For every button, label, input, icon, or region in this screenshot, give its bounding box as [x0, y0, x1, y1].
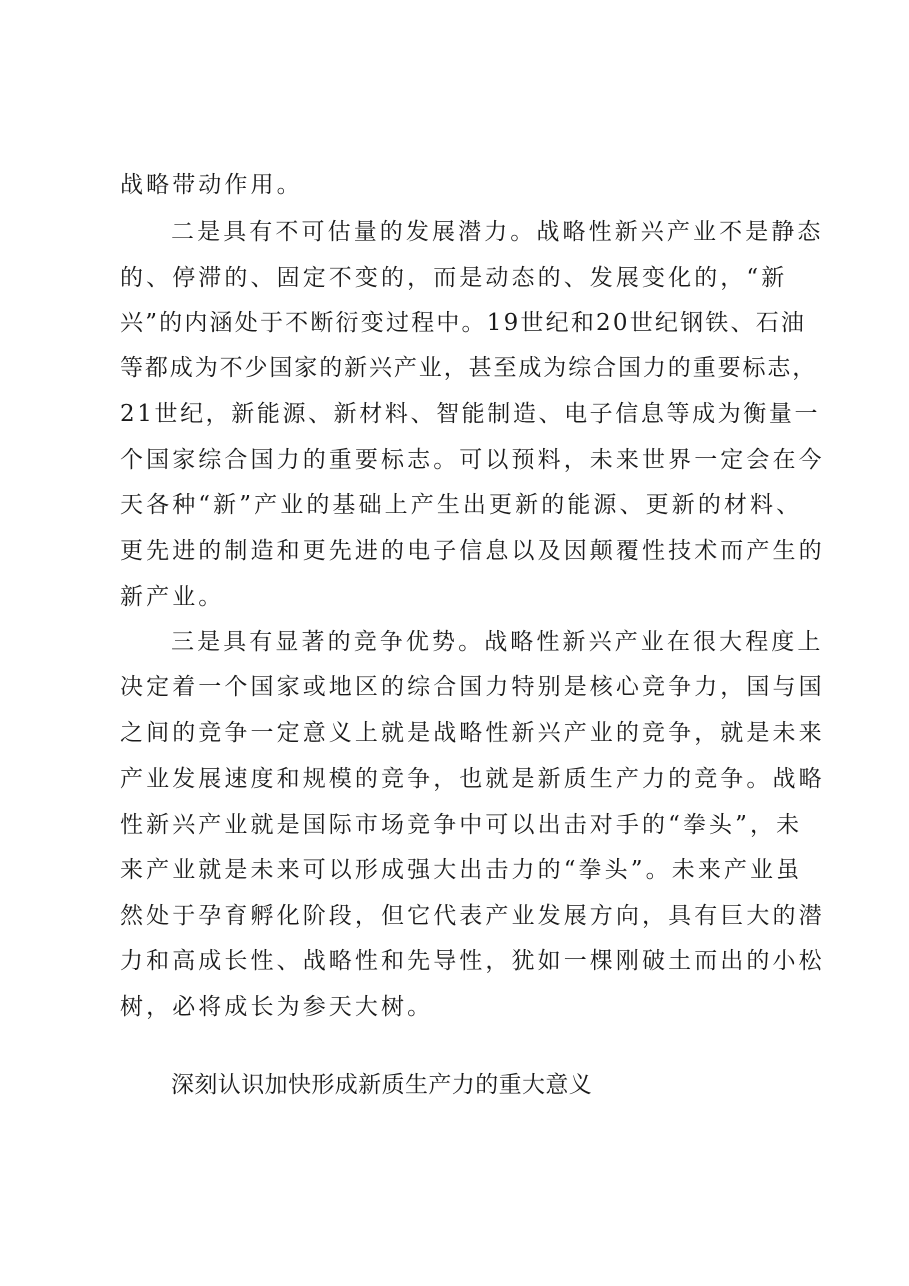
paragraph-line: 战略带动作用。: [120, 172, 303, 198]
paragraph-line: 新产业。: [120, 584, 225, 610]
paragraph-line: 树，必将成长为参天大树。: [120, 994, 434, 1020]
section-heading: 深刻认识加快形成新质生产力的重大意义: [171, 1072, 593, 1098]
paragraph-line: 天各种“新”产业的基础上产生出更新的能源、更新的材料、: [120, 492, 803, 518]
paragraph-line: 更先进的制造和更先进的电子信息以及因颠覆性技术而产生的: [120, 538, 825, 564]
paragraph-line: 个国家综合国力的重要标志。可以预料，未来世界一定会在今: [120, 447, 825, 473]
paragraph-line: 性新兴产业就是国际市场竞争中可以出击对手的“拳头”，未: [120, 812, 803, 838]
paragraph-line: 力和高成长性、战略性和先导性，犹如一棵刚破土而出的小松: [120, 948, 825, 974]
paragraph-line: 的、停滞的、固定不变的，而是动态的、发展变化的，“新: [120, 265, 788, 291]
paragraph-line: 之间的竞争一定意义上就是战略性新兴产业的竞争，就是未来: [120, 720, 825, 746]
paragraph-line: 产业发展速度和规模的竞争，也就是新质生产力的竞争。战略: [120, 766, 825, 792]
paragraph-line: 兴”的内涵处于不断衍变过程中。19世纪和20世纪钢铁、石油: [120, 310, 807, 336]
paragraph-line: 决定着一个国家或地区的综合国力特别是核心竞争力，国与国: [120, 674, 825, 700]
paragraph-line: 等都成为不少国家的新兴产业，甚至成为综合国力的重要标志，: [120, 355, 818, 381]
paragraph-line: 21世纪，新能源、新材料、智能制造、电子信息等成为衡量一: [120, 401, 821, 427]
paragraph-line: 然处于孕育孵化阶段，但它代表产业发展方向，具有巨大的潜: [120, 903, 825, 929]
paragraph-line: 二是具有不可估量的发展潜力。战略性新兴产业不是静态: [171, 219, 824, 245]
paragraph-line: 来产业就是未来可以形成强大出击力的“拳头”。未来产业虽: [120, 857, 803, 883]
paragraph-line: 三是具有显著的竞争优势。战略性新兴产业在很大程度上: [171, 629, 824, 655]
